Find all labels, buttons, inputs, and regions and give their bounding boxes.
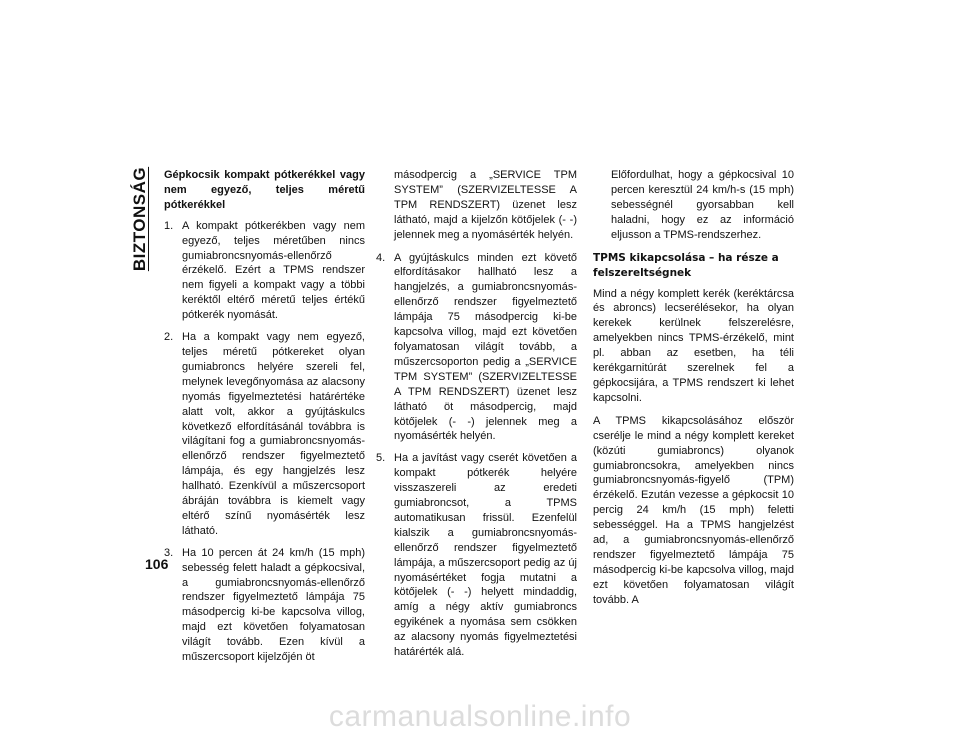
watermark: carmanualsonline.info — [328, 700, 632, 733]
list-item — [376, 251, 577, 445]
page-number: 106 — [145, 556, 169, 572]
section-tab-label: BIZTONSÁG — [130, 166, 149, 272]
list-item-number: 3. — [164, 546, 174, 559]
list-item — [164, 546, 365, 665]
list-item-text: A kompakt pótkerékben vagy nem egyező, teljes méretűben nincs gumiabroncsnyomás-ellenőrző érzékelő. Ezért a TPMS rendszer nem figyeli a kompakt vagy a többi keréktől eltérő méretű teljes értékű pótkerék nyomását. — [182, 219, 365, 322]
list-item-text: Ha a kompakt vagy nem egyező, teljes méretű pótkereket olyan gumiabroncs helyére szereli fel, melynek levegőnyomása az alacsony nyomás figyelmeztetési határértéke alatt volt, akkor a gyújtáskulcs következő elfordításánál továbbra is világítani fog a gumiabroncsnyomás-ellenőrző rendszer figyelmeztető lámpája, és egy hangjelzés lesz hallható. Ezenkívül a műszercsoport ábráján továbbra is kiemelt vagy eltérő színű nyomásérték lesz látható. — [182, 331, 365, 537]
section-heading: Gépkocsik kompakt pótkerékkel vagy nem egyező, teljes méretű pótkerékkel — [164, 169, 365, 211]
list-item-text: Ha a javítást vagy cserét követően a kompakt pótkerék helyére visszaszereli az eredeti gumiabroncsot, a TPMS automatikusan frissül. Ezenfelül kialszik a gumiabroncsnyomás-ellenőrző rendszer figyelmeztető lámpája, a műszercsoport pedig az új nyomásértéket fogja mutatni a kötőjelek (- -) helyett mindaddig, amíg a négy aktív gumiabroncs egyikének a nyomása sem csökken az alacsony nyomás figyelmeztetési határérték alá. — [394, 452, 577, 659]
section-tab — [128, 160, 152, 278]
list-item-text: A gyújtáskulcs minden ezt követő elfordításakor hallható lesz a hangjelzés, a gumiabroncsnyomás-ellenőrző rendszer figyelmeztető lámpája 75 másodpercig ki-be kapcsolva villog, majd ezt követően folyamatosan világít tovább, a műszercsoporton pedig a „SERVICE TPM SYSTEM” (SZERVIZELTESSE A TPM RENDSZERT) üzenet lesz látható öt másodpercig, majd kötőjelek (- -) jelennek meg a nyomásérték helyén. — [394, 251, 577, 443]
subsection-heading: TPMS kikapcsolása – ha része a felszereltségnek — [593, 251, 779, 279]
column-1 — [164, 168, 365, 672]
paragraph: A TPMS kikapcsolásához először cserélje le mind a négy komplett kereket (közúti gumiabroncs) olyanok gumiabroncsokra, amelyekben nincs gumiabroncsnyomás-figyelő (TPM) érzékelő. Ezután vezesse a gépkocsit 10 percig 24 km/h (15 mph) feletti sebességgel. Ha a TPMS hangjelzést ad, a gumiabroncsnyomás-ellenőrző rendszer figyelmeztető lámpája 75 másodpercig ki-be kapcsolva villog, majd ezt követően folyamatosan világít tovább. A — [593, 414, 794, 606]
column-2 — [376, 168, 577, 667]
list-item-continuation: Előfordulhat, hogy a gépkocsival 10 percen keresztül 24 km/h-s (15 mph) sebességnél gyorsabban kell haladni, hogy ez az információ eljusson a TPMS-rendszerhez. — [611, 169, 794, 241]
column-3 — [593, 168, 794, 616]
list-item-continuation: másodpercig a „SERVICE TPM SYSTEM” (SZERVIZELTESSE A TPM RENDSZERT) üzenet lesz látható, majd a kijelzőn kötőjelek (- -) jelennek meg a nyomásérték helyén. — [394, 169, 577, 241]
list-item — [164, 219, 365, 323]
list-item — [164, 330, 365, 539]
list-item-number: 2. — [164, 331, 174, 344]
list-item — [376, 451, 577, 660]
list-item-number: 4. — [376, 251, 386, 264]
list-item-number: 1. — [164, 219, 174, 232]
list-item-text: Ha 10 percen át 24 km/h (15 mph) sebesség felett haladt a gépkocsival, a gumiabroncsnyomás-ellenőrző rendszer figyelmeztető lámpája 75 másodpercig ki-be kapcsolva villog, majd ezt követően folyamatosan világít tovább. Ezen kívül a műszercsoport kijelzőjén öt — [182, 546, 365, 664]
paragraph: Mind a négy komplett kerék (keréktárcsa és abroncs) lecserélésekor, ha olyan kerekek kerülnek felszerelésre, amelyekben nincs TPMS-érzékelő, mint pl. abban az esetben, ha téli kerékgarnitúrát szerelnek fel a gépkocsijára, a TPMS rendszert ki lehet kapcsolni. — [593, 287, 794, 404]
list-item-number: 5. — [376, 452, 386, 465]
